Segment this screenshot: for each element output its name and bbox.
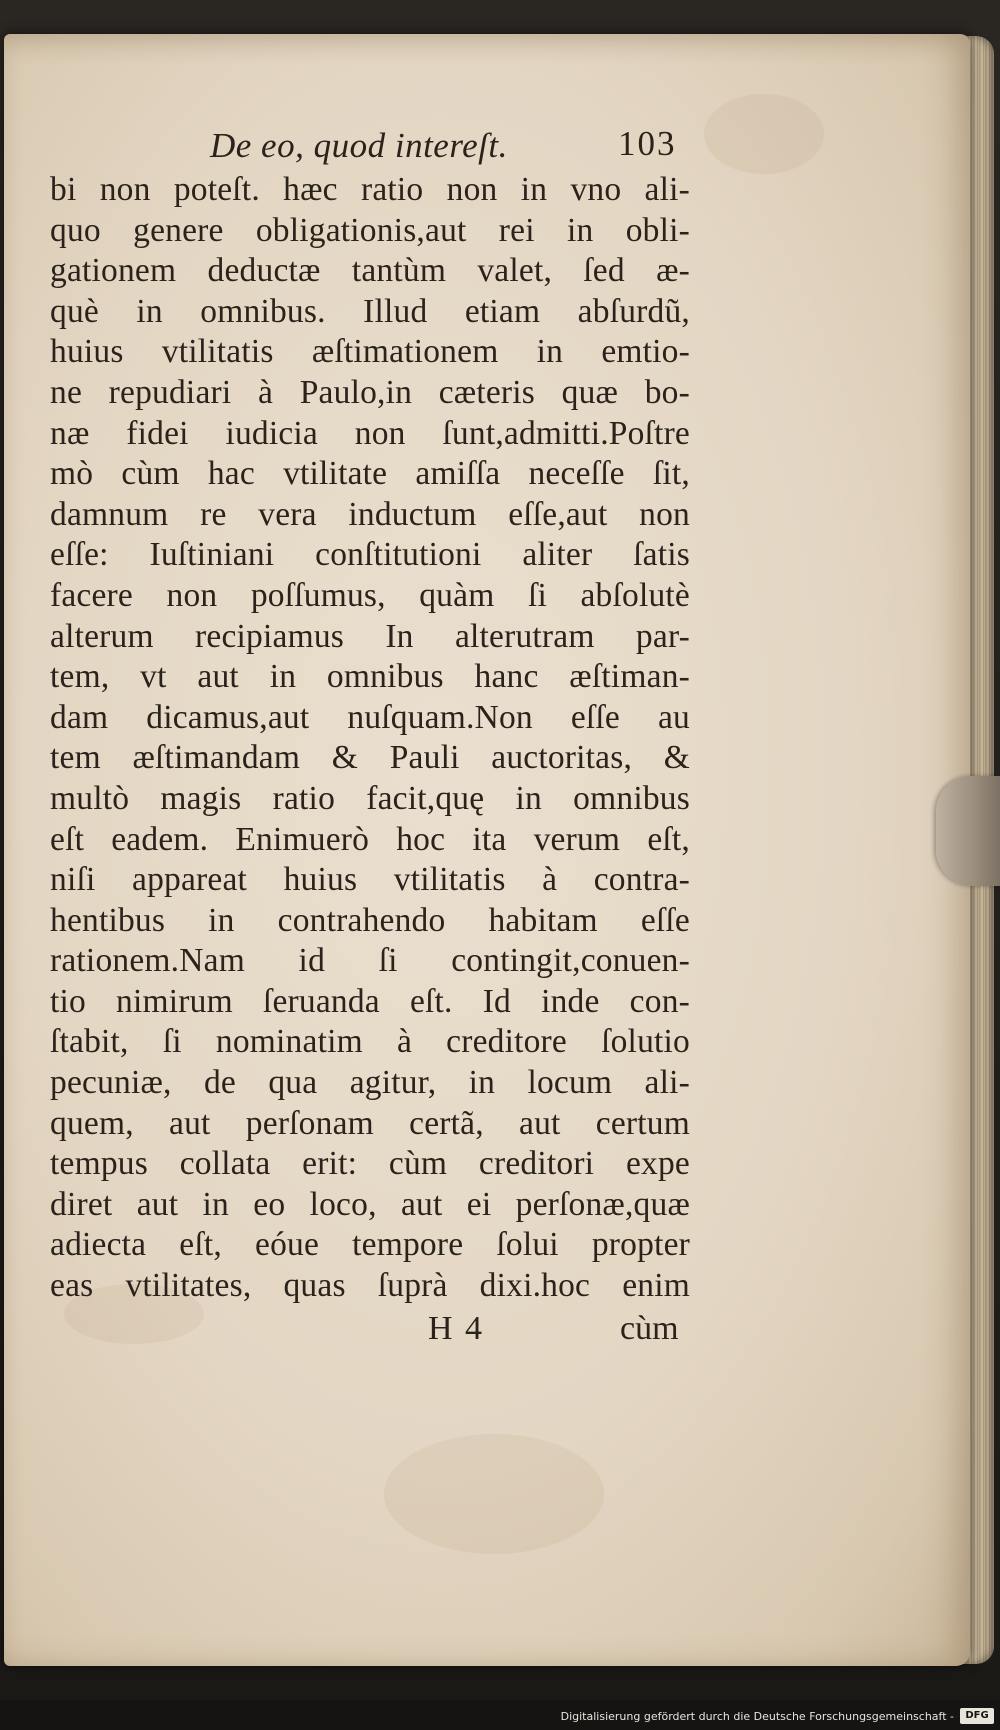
text-line: mò cùm hac vtilitate amiſſa neceſſe ſit, <box>50 455 690 493</box>
text-line: quem, aut perſonam certã, aut certum <box>50 1104 690 1142</box>
text-line: què in omnibus. Illud etiam abſurdũ, <box>50 292 690 330</box>
text-line: facere non poſſumus, quàm ſi abſolutè <box>50 576 690 614</box>
book-clasp <box>936 776 1000 886</box>
text-line: tempus collata erit: cùm creditori expe <box>50 1145 690 1183</box>
text-line: hentibus in contrahendo habitam eſſe <box>50 901 690 939</box>
text-line: niſi appareat huius vtilitatis à contra- <box>50 861 690 899</box>
funding-credit: Digitalisierung gefördert durch die Deutsche Forschungsgemeinschaft - <box>560 1710 954 1723</box>
running-head: De eo, quod intereſt. <box>210 126 508 165</box>
text-line: dam dicamus,aut nuſquam.Non eſſe au <box>50 698 690 736</box>
text-line: tem æſtimandam & Pauli auctoritas, & <box>50 739 690 777</box>
text-line: gationem deductæ tantùm valet, ſed æ- <box>50 252 690 290</box>
catchword: cùm <box>620 1310 679 1347</box>
page-number: 103 <box>618 124 677 163</box>
dfg-logo: DFG <box>960 1708 994 1724</box>
text-line: eas vtilitates, quas ſuprà dixi.hoc enim <box>50 1267 690 1305</box>
text-line: bi non poteſt. hæc ratio non in vno ali- <box>50 171 690 208</box>
text-line: alterum recipiamus In alterutram par- <box>50 617 690 655</box>
text-block <box>50 170 690 1307</box>
text-line: quo genere obligationis,aut rei in obli- <box>50 211 690 249</box>
text-line: tio nimirum ſeruanda eſt. Id inde con- <box>50 982 690 1020</box>
signature-mark: H 4 <box>428 1310 485 1347</box>
text-line: ſtabit, ſi nominatim à creditore ſolutio <box>50 1023 690 1061</box>
text-line: rationem.Nam id ſi contingit,conuen- <box>50 942 690 980</box>
text-line: adiecta eſt, eóue tempore ſolui propter <box>50 1226 690 1264</box>
text-line: tem, vt aut in omnibus hanc æſtiman- <box>50 658 690 696</box>
text-line: multò magis ratio facit,quę in omnibus <box>50 779 690 817</box>
text-line: næ fidei iudicia non ſunt,admitti.Poſtre <box>50 414 690 452</box>
text-line: eſſe: Iuſtiniani conſtitutioni aliter ſatis <box>50 536 690 574</box>
text-line: huius vtilitatis æſtimationem in emtio- <box>50 333 690 371</box>
paper-stain <box>384 1434 604 1554</box>
text-line: diret aut in eo loco, aut ei perſonæ,quæ <box>50 1185 690 1223</box>
text-line: eſt eadem. Enimuerò hoc ita verum eſt, <box>50 820 690 858</box>
text-line: ne repudiari à Paulo,in cæteris quæ bo- <box>50 373 690 411</box>
paper-stain <box>704 94 824 174</box>
text-line: pecuniæ, de qua agitur, in locum ali- <box>50 1064 690 1102</box>
text-line: damnum re vera inductum eſſe,aut non <box>50 495 690 533</box>
